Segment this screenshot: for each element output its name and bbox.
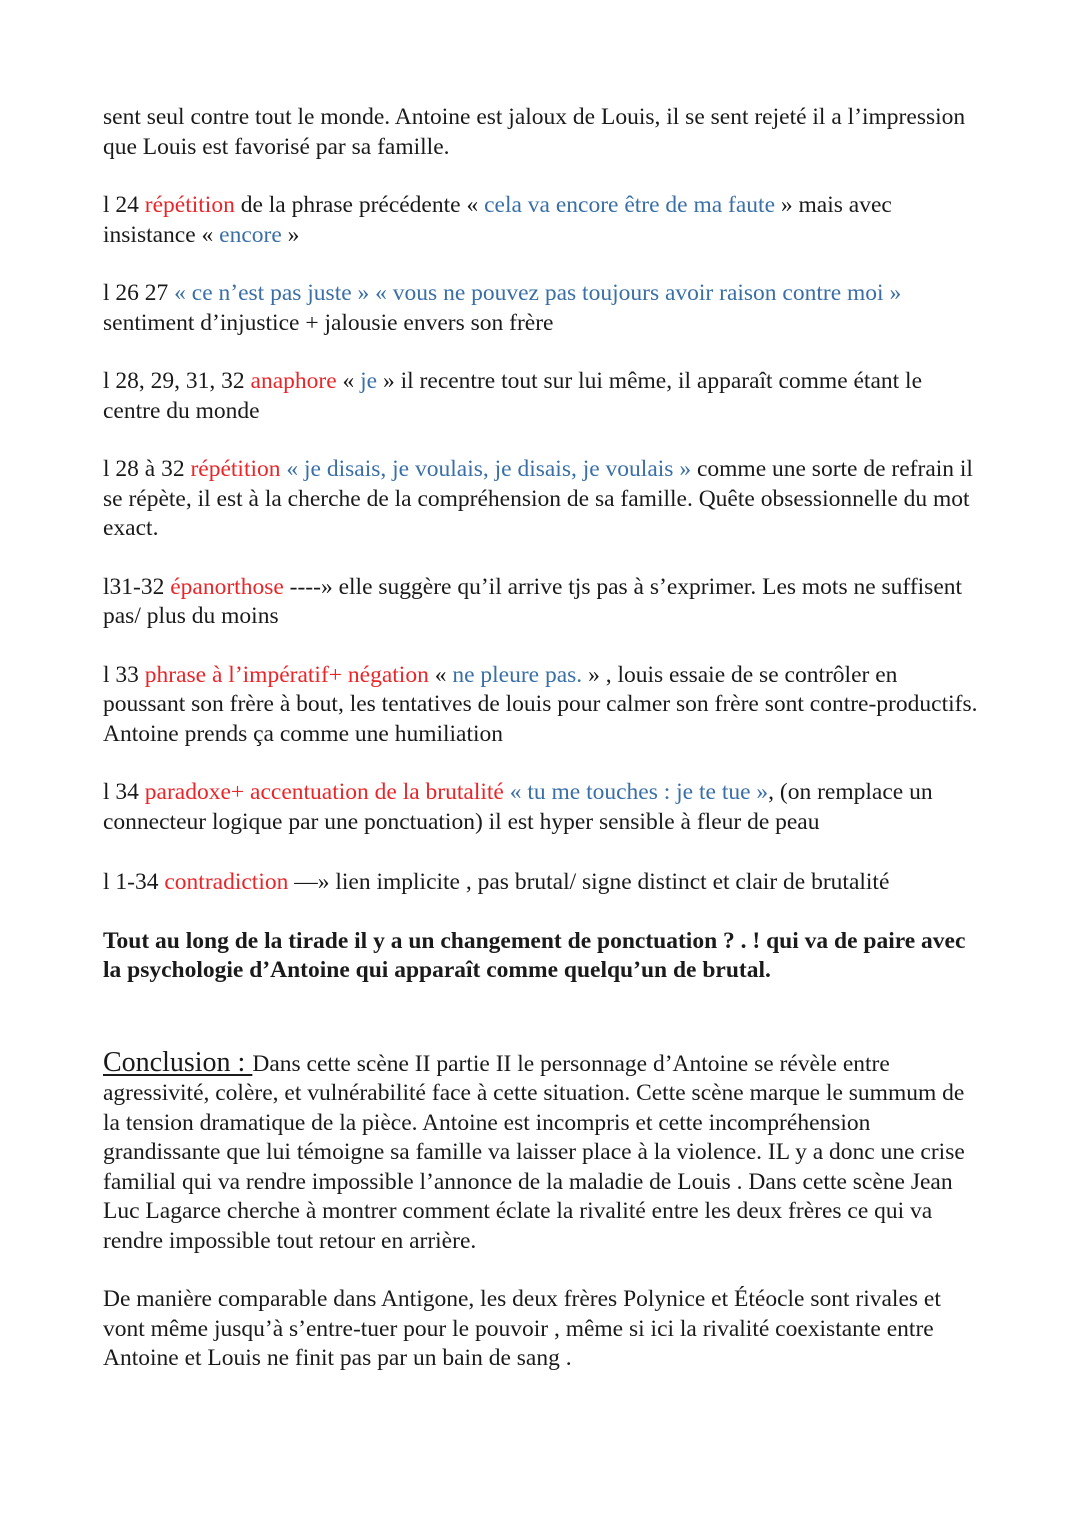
paragraph-line-28-32-anaphore [103, 367, 983, 426]
text-segment: « [428, 661, 453, 688]
text-segment: « [336, 368, 361, 394]
paragraph-intro: sent seul contre tout le monde. Antoine est jaloux de Louis, il se sent rejeté il a l’impression que Louis est favorisé par sa famille. [103, 104, 966, 160]
line-ref: l 33 [103, 661, 145, 688]
paragraph-antigone-comparison: De manière comparable dans Antigone, les deux frères Polynice et Étéocle sont rivales et vont même jusqu’à s’entre-tuer pour le pouvoir , même si ici la rivalité coexistante entre Antoine et Louis ne finit pas par un bain de sang . [103, 1286, 941, 1371]
quotation: je [360, 368, 378, 394]
paragraph-line-31-32 [103, 573, 983, 632]
quotation: « tu me touches : je te tue » [509, 779, 769, 805]
paragraph-conclusion [103, 1048, 983, 1257]
text-segment: de la phrase précédente « [234, 192, 485, 218]
quotation: cela va encore être de ma faute [484, 192, 776, 218]
conclusion-heading: Conclusion : [103, 1046, 253, 1078]
paragraph-line-26-27 [103, 279, 983, 338]
paragraph-line-1-34 [103, 868, 983, 898]
figure-of-speech: répétition [144, 192, 235, 218]
quotation: « ce n’est pas juste » [174, 280, 370, 306]
paragraph-line-28-32-repetition [103, 455, 983, 544]
figure-of-speech: contradiction [164, 869, 289, 895]
figure-of-speech: phrase à l’impératif+ négation [144, 661, 429, 688]
conclusion-text: Dans cette scène II partie II le personnage d’Antoine se révèle entre agressivité, colère, et vulnérabilité face à cette situation. Cette scène marque le summum de la tension dramatique de la pièce. Antoine est incompris et cette incompréhension grandissante que lui témoigne sa famille va laisser place à la violence. IL y a donc une crise familial qui va rendre impossible l’annonce de la maladie de Louis . Dans cette scène Jean Luc Lagarce cherche à montrer comment éclate la rivalité entre les deux frères ce qui va rendre impossible tout retour en arrière. [103, 1050, 965, 1254]
line-ref: l31-32 [103, 573, 171, 600]
line-ref: l 26 27 [103, 280, 175, 306]
text-segment: » il recentre tout sur lui même, il apparaît comme étant le centre du monde [103, 368, 922, 424]
document-page [103, 103, 983, 1374]
text-segment: sentiment d’injustice + jalousie envers son frère [103, 309, 554, 336]
quotation: encore [219, 221, 282, 248]
paragraph-line-33 [103, 661, 983, 750]
line-ref: l 24 [103, 192, 145, 218]
figure-of-speech: répétition [190, 456, 281, 482]
line-ref: l 1-34 [103, 869, 165, 895]
quotation: « je disais, je voulais, je disais, je voulais » [286, 456, 692, 482]
text-segment: —» lien implicite , pas brutal/ signe distinct et clair de brutalité [288, 869, 890, 895]
text-segment: ----» elle suggère qu’il arrive tjs pas à s’exprimer. Les mots ne suffisent pas/ plus du moins [103, 573, 963, 629]
quotation: ne pleure pas. [452, 661, 583, 688]
figure-of-speech: paradoxe+ accentuation de la brutalité [144, 779, 504, 805]
text-segment: comme une sorte de refrain il se répète, il est à la cherche de la compréhension de sa famille. Quête obsessionnelle du mot exact. [103, 456, 973, 541]
text-segment: , (on remplace un connecteur logique par une ponctuation) il est hyper sensible à fleur de peau [103, 779, 933, 835]
paragraph-line-24 [103, 191, 983, 250]
line-ref: l 28, 29, 31, 32 [103, 368, 251, 394]
text-segment: » mais avec insistance « [103, 192, 892, 248]
paragraph-line-34 [103, 778, 983, 837]
line-ref: l 34 [103, 779, 145, 805]
figure-of-speech: anaphore [250, 368, 337, 394]
line-ref: l 28 à 32 [103, 456, 191, 482]
figure-of-speech: épanorthose [170, 573, 284, 600]
quotation: « vous ne pouvez pas toujours avoir raison contre moi » [375, 280, 902, 306]
paragraph-summary: Tout au long de la tirade il y a un changement de ponctuation ? . ! qui va de paire avec la psychologie d’Antoine qui apparaît comme quelqu’un de brutal. [103, 927, 966, 983]
text-segment: » , louis essaie de se contrôler en poussant son frère à bout, les tentatives de louis pour calmer son frère sont contre-productifs. Antoine prends ça comme une humiliation [103, 661, 978, 747]
text-segment: » [281, 221, 300, 248]
